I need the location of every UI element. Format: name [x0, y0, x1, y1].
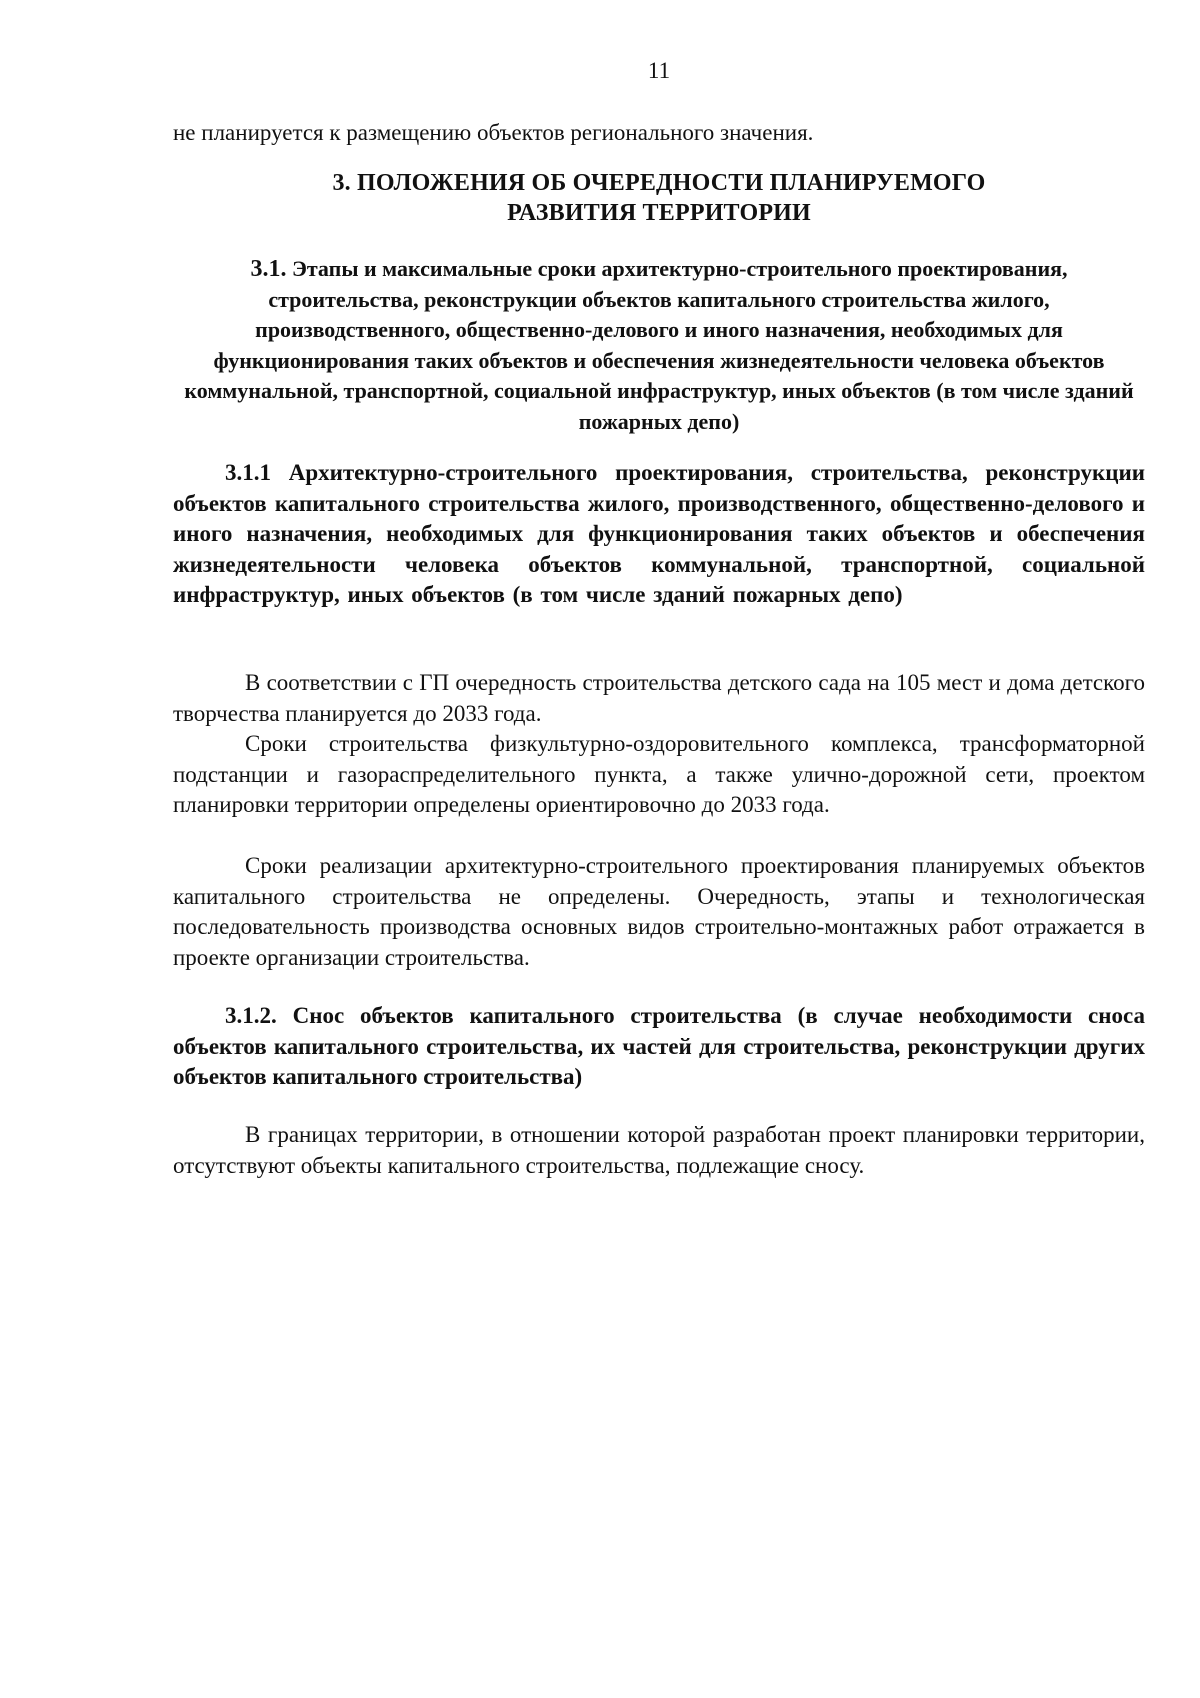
- paragraph-construction-terms: Сроки строительства физкультурно-оздоровительного комплекса, трансформаторной подстанции и газораспределительного пункта, а также улично-дорожной сети, проектом планировки территории определены ориентировочно до 2033 года.: [173, 731, 1145, 817]
- paragraph-demolition: В границах территории, в отношении которой разработан проект планировки территории, отсутствуют объекты капитального строительства, подлежащие сносу.: [173, 1122, 1145, 1178]
- intro-line: не планируется к размещению объектов регионального значения.: [173, 120, 814, 145]
- paragraph-design-terms: Сроки реализации архитектурно-строительного проектирования планируемых объектов капитального строительства не определены. Очередность, этапы и технологическая последовательность производства основных видов строительно-монтажных работ отражается в проекте организации строительства.: [173, 853, 1145, 970]
- heading-3-1-2: 3.1.2. Снос объектов капитального строительства (в случае необходимости сноса объектов капитального строительства, их частей для строительства, реконструкции других объектов капитального строительства): [173, 1003, 1145, 1089]
- heading-3-1-1: 3.1.1 Архитектурно-строительного проектирования, строительства, реконструкции объектов капитального строительства жилого, производственного, общественно-делового и иного назначения, необходимых для функционирования таких объектов и обеспечения жизнедеятельности человека объектов коммунальной, транспортной, социальной инфраструктур, иных объектов (в том числе зданий пожарных депо): [173, 460, 1145, 607]
- paragraph-kindergarten: В соответствии с ГП очередность строительства детского сада на 105 мест и дома детского творчества планируется до 2033 года.: [173, 670, 1145, 726]
- page-number: 11: [647, 58, 671, 83]
- subsection-number: 3.1.: [250, 256, 287, 282]
- section-title-line-2: РАЗВИТИЯ ТЕРРИТОРИИ: [507, 200, 811, 226]
- section-title: [173, 168, 1145, 228]
- subsection-title: [173, 254, 1145, 437]
- section-title-line-1: 3. ПОЛОЖЕНИЯ ОБ ОЧЕРЕДНОСТИ ПЛАНИРУЕМОГО: [332, 170, 986, 196]
- subsection-title-text: Этапы и максимальные сроки архитектурно-строительного проектирования, строительства, реконструкции объектов капитального строительства жилого, производственного, общественно-делового и иного назначения, необходимых для функционирования таких объектов и обеспечения жизнедеятельности человека объектов коммунальной, транспортной, социальной инфраструктур, иных объектов (в том числе зданий пожарных депо): [184, 256, 1134, 434]
